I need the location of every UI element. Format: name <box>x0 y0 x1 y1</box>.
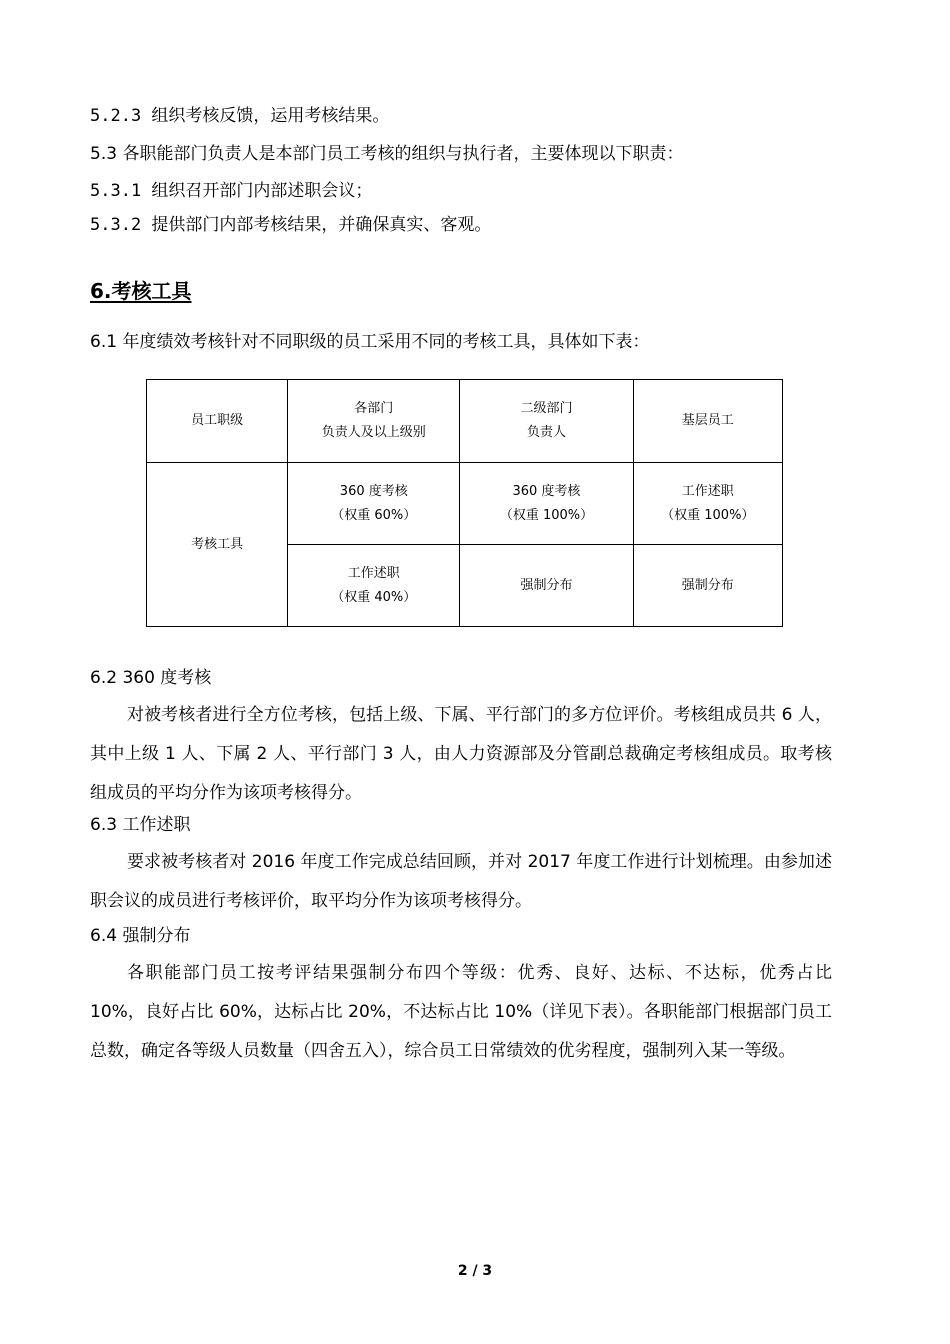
section-6-heading: 6.考核工具 <box>90 279 192 303</box>
section-6-2-body: 对被考核者进行全方位考核，包括上级、下属、平行部门的多方位评价。考核组成员共 6 人，其中上级 1 人、下属 2 人、平行部门 3 人，由人力资源部及分管副总裁确定考核组成员。取考核组成员的平均分作为该项考核得分。 <box>90 705 832 803</box>
table-header-row <box>147 380 783 463</box>
section-6-4-title: 6.4 强制分布 <box>90 926 191 946</box>
table-cell: 强制分布 <box>460 545 633 627</box>
table-cell: 强制分布 <box>633 545 782 627</box>
header-cell-dept-head: 各部门 负责人及以上级别 <box>288 380 460 463</box>
clause-6-1: 6.1 年度绩效考核针对不同职级的员工采用不同的考核工具，具体如下表： <box>90 332 650 352</box>
clause-5-2-3: 5.2.3 组织考核反馈，运用考核结果。 <box>90 106 390 126</box>
table-cell: 工作述职 （权重 40%） <box>288 545 460 627</box>
page-number: 2 / 3 <box>457 1263 493 1279</box>
section-6-3-title: 6.3 工作述职 <box>90 815 191 835</box>
clause-5-3-1: 5.3.1 组织召开部门内部述职会议； <box>90 181 373 201</box>
section-6-4-body: 各职能部门员工按考评结果强制分布四个等级：优秀、良好、达标、不达标，优秀占比 10%，良好占比 60%，达标占比 20%，不达标占比 10%（详见下表）。各职能部门根据部门员工总数，确定各等级人员数量（四舍五入），综合员工日常绩效的优劣程度，强制列入某一等级。 <box>90 963 832 1061</box>
clause-5-3: 5.3 各职能部门负责人是本部门员工考核的组织与执行者，主要体现以下职责： <box>90 144 684 164</box>
header-cell-staff: 基层员工 <box>633 380 782 463</box>
section-6-3-body: 要求被考核者对 2016 年度工作完成总结回顾，并对 2017 年度工作进行计划梳理。由参加述职会议的成员进行考核评价，取平均分作为该项考核得分。 <box>90 852 832 911</box>
row-label-tools: 考核工具 <box>147 463 288 627</box>
header-cell-grade: 员工职级 <box>147 380 288 463</box>
table-cell: 工作述职 （权重 100%） <box>633 463 782 545</box>
assessment-tool-table <box>146 379 783 627</box>
section-6-2-title: 6.2 360 度考核 <box>90 668 212 688</box>
table-cell: 360 度考核 （权重 100%） <box>460 463 633 545</box>
clause-5-3-2: 5.3.2 提供部门内部考核结果，并确保真实、客观。 <box>90 215 492 235</box>
table-row <box>147 463 783 545</box>
table-cell: 360 度考核 （权重 60%） <box>288 463 460 545</box>
header-cell-second-level: 二级部门 负责人 <box>460 380 633 463</box>
